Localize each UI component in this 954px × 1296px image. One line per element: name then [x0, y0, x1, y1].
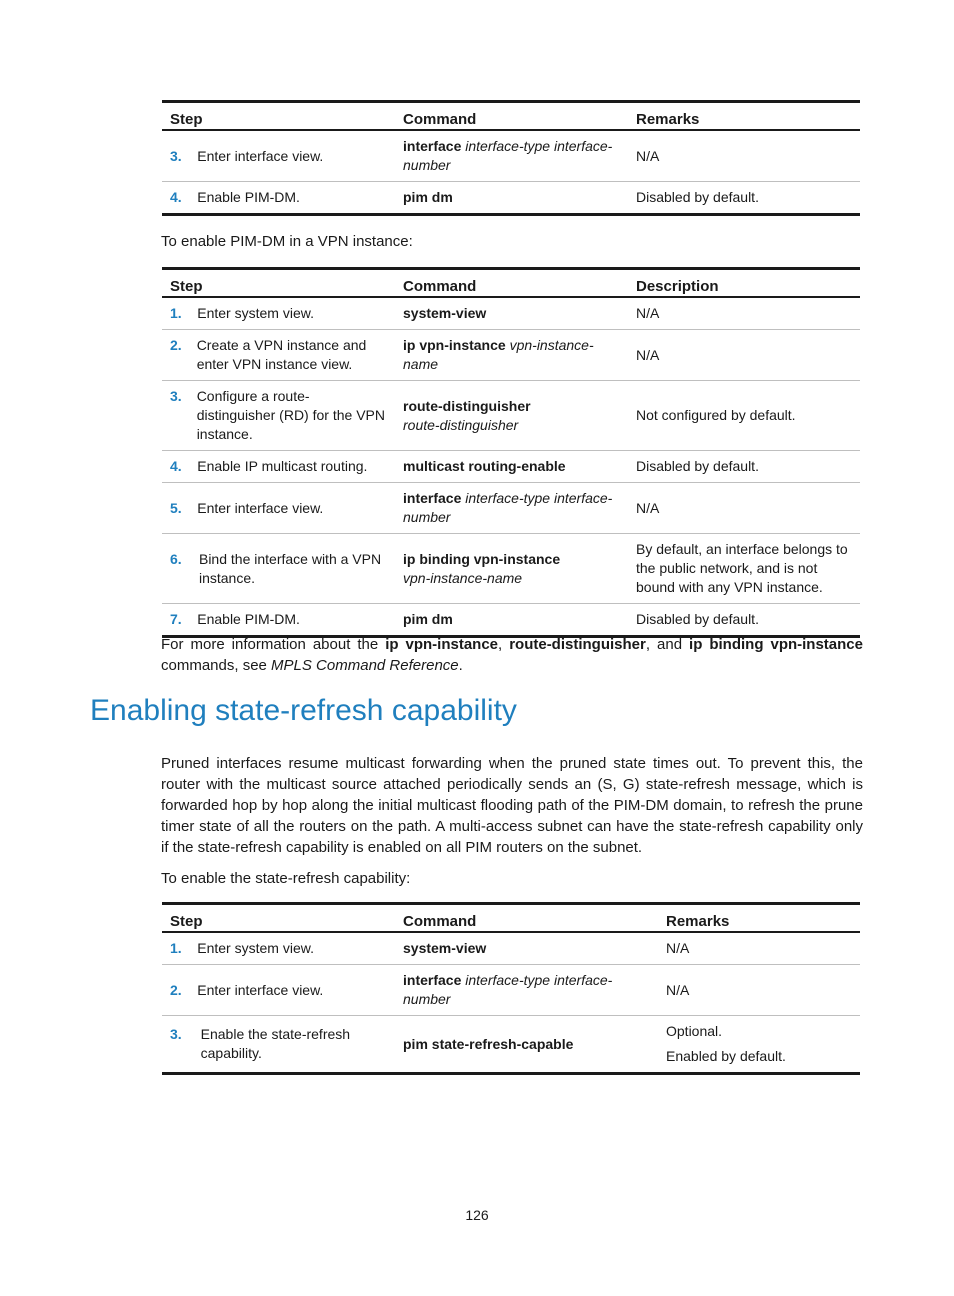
table-row: [162, 1016, 860, 1074]
step-text: Enter interface view.: [197, 147, 324, 164]
description-text: Disabled by default.: [628, 604, 860, 637]
step-number: 1.: [170, 940, 182, 956]
col-description: Description: [628, 269, 860, 298]
step-number: 7.: [170, 611, 182, 627]
more-info-text: , and: [645, 636, 690, 653]
command-keyword: route-distinguisher: [403, 397, 531, 414]
step-text: Enable IP multicast routing.: [197, 458, 368, 474]
remarks-text: Disabled by default.: [628, 182, 860, 215]
step-number: 3.: [170, 147, 182, 164]
table-row: [162, 965, 860, 1016]
step-text: Create a VPN instance and enter VPN instance view.: [196, 337, 367, 372]
step-number: 3.: [170, 388, 182, 404]
command-keyword: multicast routing-enable: [403, 458, 566, 474]
table-row: [162, 932, 860, 965]
table-row: [162, 604, 860, 637]
description-text: Disabled by default.: [628, 451, 860, 483]
command-keyword: system-view: [403, 305, 487, 321]
command-keyword: ip vpn-instance: [403, 337, 506, 353]
command-keyword: interface: [403, 972, 462, 988]
step-text: Enter system view.: [197, 940, 314, 956]
intro-refresh: To enable the state-refresh capability:: [161, 870, 411, 887]
step-text: Configure a route-distinguisher (RD) for the VPN instance.: [196, 388, 385, 442]
col-remarks: Remarks: [628, 102, 860, 131]
table-row: [162, 381, 860, 451]
remarks-text: N/A: [636, 147, 660, 164]
intro-vpn: To enable PIM-DM in a VPN instance:: [161, 233, 413, 250]
pim-dm-table: [162, 100, 860, 216]
command-keyword: ip binding vpn-instance: [403, 550, 561, 567]
section-body: Pruned interfaces resume multicast forwarding when the pruned state times out. To prevent this, the router with the multicast source attached periodically sends an (S, G) state-refresh message, which is forwarded hop by hop along the initial multicast flooding path of the PIM-DM domain, to refresh the prune timer state of all the routers on the path. A multi-access subnet can have the state-refresh capability only if the state-refresh capability is enabled on all PIM routers on the subnet.: [161, 755, 863, 856]
table-row: [162, 483, 860, 534]
step-text: Enter interface view.: [197, 499, 324, 516]
table-row: [162, 330, 860, 381]
step-number: 4.: [170, 458, 182, 474]
remarks-text: Optional.: [666, 1023, 723, 1039]
command-argument: interface-type interface-number: [403, 490, 613, 525]
col-command: Command: [395, 102, 628, 131]
col-step: Step: [162, 102, 395, 131]
step-number: 3.: [170, 1026, 182, 1042]
remarks-text: N/A: [658, 965, 860, 1016]
table-row: [162, 297, 860, 330]
step-text: Bind the interface with a VPN instance.: [198, 550, 382, 586]
command-argument: route-distinguisher: [403, 416, 519, 433]
step-text: Enter system view.: [197, 305, 314, 321]
step-number: 2.: [170, 337, 182, 353]
command-keyword: interface: [403, 138, 462, 154]
col-step: Step: [162, 904, 395, 933]
state-refresh-table: [162, 902, 860, 1075]
col-remarks: Remarks: [658, 904, 860, 933]
description-text: By default, an interface belongs to the public network, and is not bound with any VPN instance.: [628, 534, 860, 604]
command-keyword: pim dm: [403, 611, 453, 627]
description-text: N/A: [628, 483, 860, 534]
step-number: 5.: [170, 499, 182, 516]
command-keyword: pim dm: [403, 189, 453, 205]
step-number: 4.: [170, 189, 182, 205]
step-text: Enter interface view.: [197, 981, 324, 998]
reference-title: MPLS Command Reference: [271, 657, 459, 674]
step-text: Enable the state-refresh capability.: [200, 1026, 351, 1061]
command-keyword: system-view: [403, 940, 487, 956]
command-argument: interface-type interface-number: [403, 972, 613, 1007]
remarks-text: N/A: [666, 940, 690, 956]
more-info-text: For more information about the: [161, 636, 386, 653]
more-info-paragraph: [161, 634, 863, 676]
more-info-keyword: route-distinguisher: [509, 636, 646, 653]
description-text: N/A: [628, 330, 860, 381]
step-text: Enable PIM-DM.: [197, 189, 300, 205]
command-keyword: pim state-refresh-capable: [403, 1035, 574, 1052]
more-info-text: .: [458, 657, 463, 674]
vpn-pim-dm-table: [162, 267, 860, 638]
table-row: [162, 182, 860, 215]
command-argument: vpn-instance-name: [403, 569, 523, 586]
section-heading: Enabling state-refresh capability: [90, 694, 517, 727]
step-text: Enable PIM-DM.: [197, 611, 300, 627]
command-argument: vpn-instance-name: [403, 337, 594, 372]
description-text: Not configured by default.: [628, 381, 860, 451]
col-step: Step: [162, 269, 395, 298]
command-argument: interface-type interface-number: [403, 138, 613, 173]
command-keyword: interface: [403, 490, 462, 506]
step-number: 6.: [170, 550, 182, 567]
col-command: Command: [395, 904, 658, 933]
step-number: 1.: [170, 305, 182, 321]
page-number: 126: [465, 1207, 489, 1223]
table-row: [162, 130, 860, 182]
more-info-text: ,: [498, 636, 510, 653]
remarks-text: Enabled by default.: [666, 1048, 786, 1064]
more-info-keyword: ip binding vpn-instance: [689, 636, 863, 653]
table-row: [162, 534, 860, 604]
col-command: Command: [395, 269, 628, 298]
step-number: 2.: [170, 981, 182, 998]
description-text: N/A: [636, 305, 660, 321]
more-info-text: commands, see: [161, 657, 272, 674]
more-info-keyword: ip vpn-instance: [385, 636, 499, 653]
table-row: [162, 451, 860, 483]
